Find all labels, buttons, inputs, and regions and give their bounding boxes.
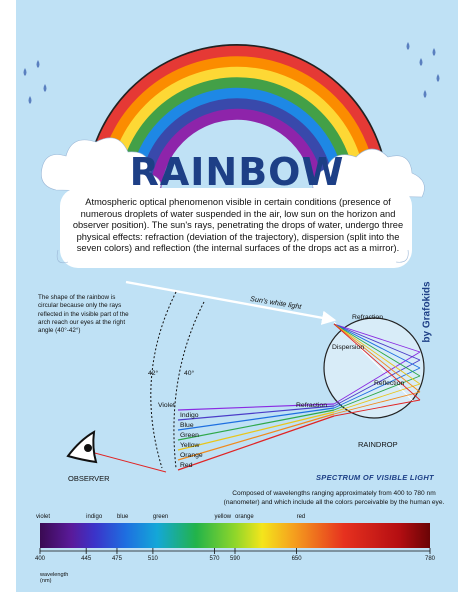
spectrum-tick-label: 400 [34,556,46,562]
spectrum-color-red: red [296,514,306,520]
ray-label-blue: Blue [180,422,194,429]
spectrum-color-orange: orange [235,514,254,520]
description-text: Atmospheric optical phenomenon visible in certain conditions (presence of numerous droplets of water suspended in the air, low sun on the horizon and observer position). The sun's rays, penetrating the drops of water, undergo three physical effects: refraction (deviation of the trajectory), dispersion (split into the seven colors) and reflection (the internal surfaces of the drops act as a mirror). [72,197,404,254]
ray-label-green: Green [180,432,199,439]
spectrum-color-indigo: indigo [86,514,103,520]
ray-label-orange: Orange [180,452,203,459]
spectrum-color-violet: violet [36,514,51,520]
sun-label: Sun's white light [249,294,303,311]
angle-label-42: 42° [148,370,159,377]
spectrum-title: SPECTRUM OF VISIBLE LIGHT [316,473,434,482]
side-note: The shape of the rainbow is circular because only the rays reflected in the visible part of the arch reach our eyes at the right angle (40°-42°) [38,294,129,335]
spectrum-tick-label: 475 [111,556,122,562]
page-title: RAINBOW [129,150,345,194]
rainbow-poster [16,0,458,592]
spectrum-tick-label: 650 [291,556,302,562]
spectrum-tick-label: 570 [209,556,220,562]
raindrop-label: RAINDROP [358,440,398,449]
spectrum-tick-label: 780 [424,556,436,562]
spectrum-color-green: green [152,514,169,520]
brand-text: by Grafokids [421,281,433,343]
ray-label-yellow: Yellow [180,442,200,449]
wavelength-label-line2: (nm) [40,578,52,585]
observer-label: OBSERVER [68,474,110,483]
wavelength-label [40,572,68,584]
spectrum-color-yellow: yellow [214,514,232,520]
spectrum-tick-label: 510 [147,556,158,562]
spectrum-axis [16,0,458,592]
refraction-top-label: Refraction [352,314,383,321]
refraction-bottom-label: Refraction [296,402,327,409]
wavelength-label-line1: wavelength [40,572,69,578]
ray-label-indigo: Indigo [180,412,199,419]
angle-label-40: 40° [184,370,195,377]
spectrum-tick-label: 445 [81,556,92,562]
spectrum-description: Composed of wavelengths ranging approximately from 400 to 780 nm (nanometer) and which include all the colors perceivable by the human eye. [223,490,445,506]
spectrum-color-blue: blue [116,514,129,520]
dispersion-label: Dispersion [332,344,365,351]
ray-label-violet: Violet [158,402,175,409]
reflection-label: Reflection [374,380,405,387]
ray-label-red: Red [180,462,193,469]
spectrum-tick-label: 590 [229,556,241,562]
